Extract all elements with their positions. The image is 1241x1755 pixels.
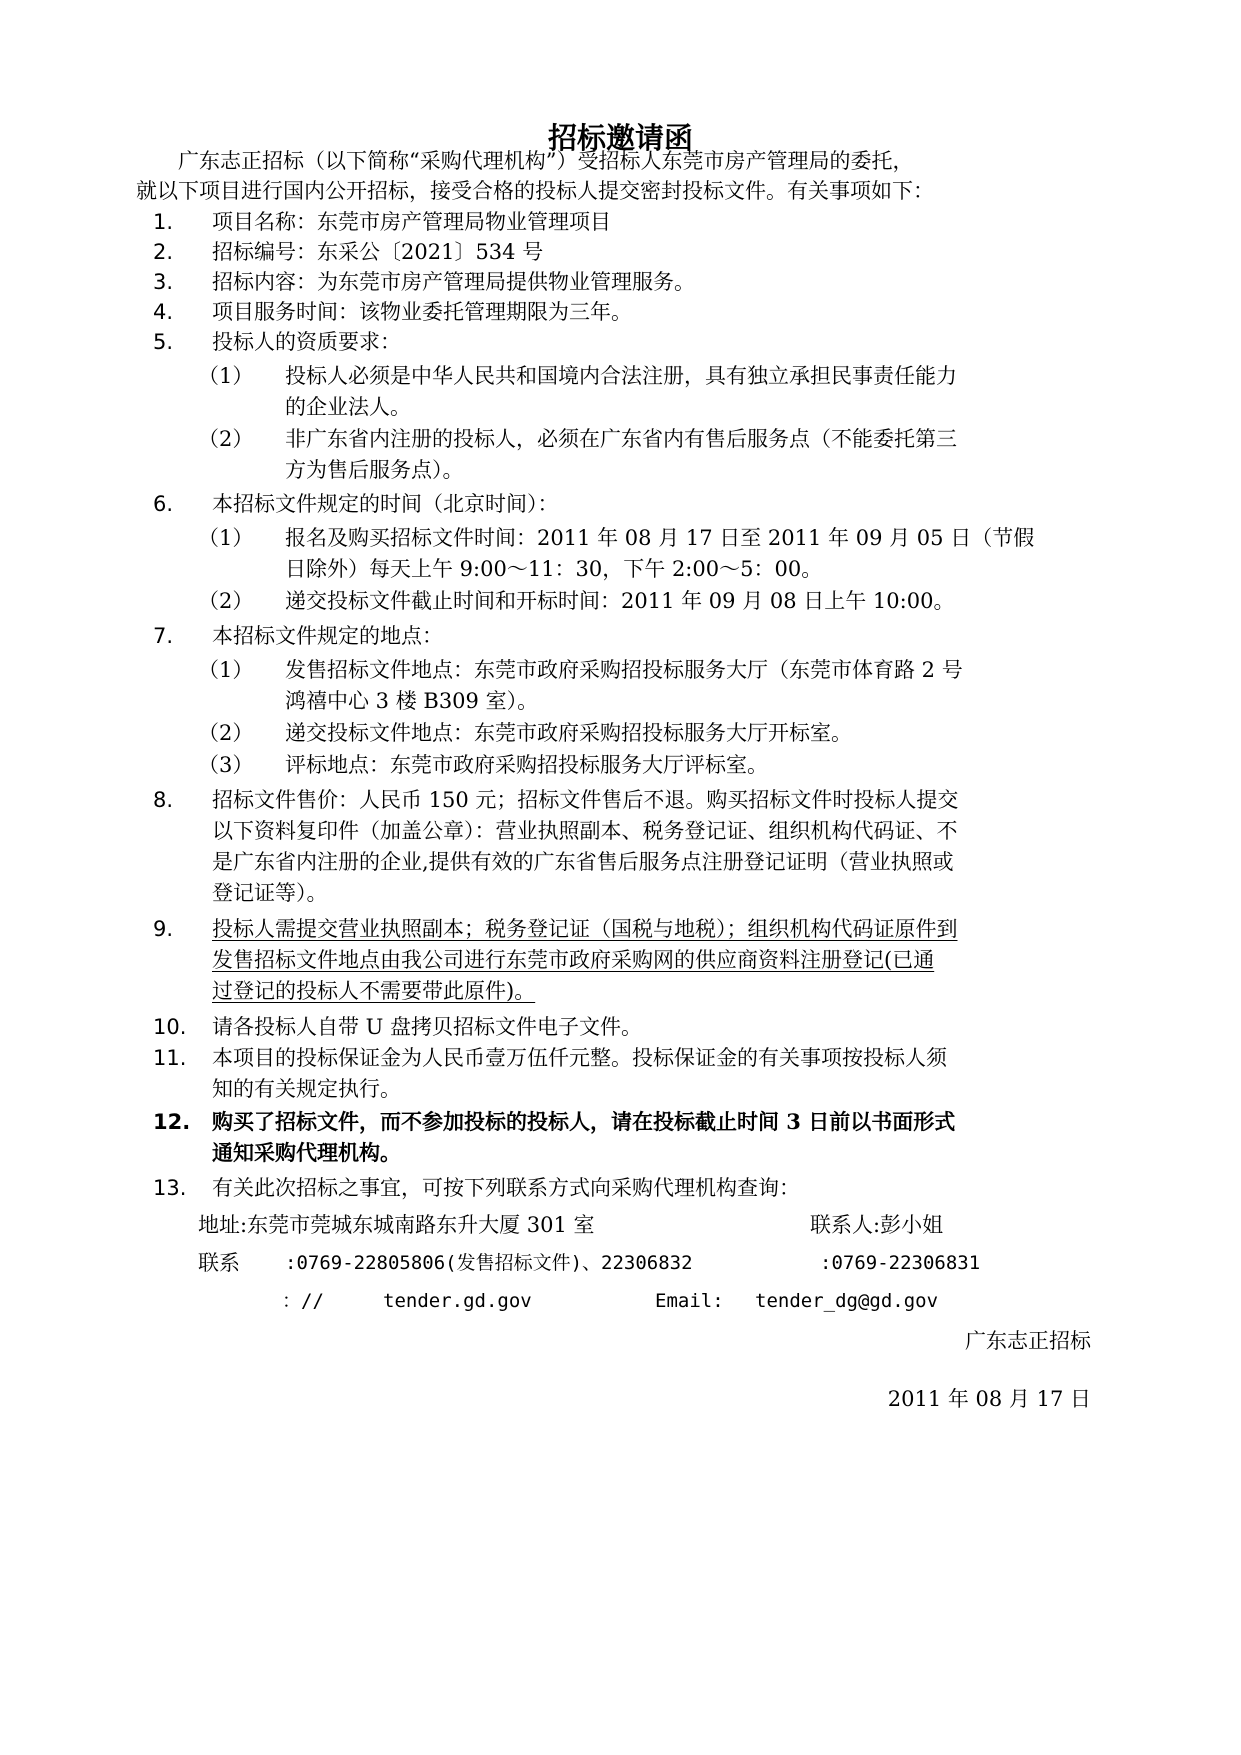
email-address: tender_dg@gd.gov <box>755 1290 939 1312</box>
item-text-underlined: 投标人需提交营业执照副本；税务登记证（国税与地税）；组织机构代码证原件到 <box>212 917 958 941</box>
sub-item-text: 非广东省内注册的投标人，必须在广东省内有售后服务点（不能委托第三 <box>285 427 957 451</box>
item-text: 项目名称：东莞市房产管理局物业管理项目 <box>212 210 611 234</box>
item-text: 请各投标人自带 U 盘拷贝招标文件电子文件。 <box>212 1015 643 1039</box>
sub-item-number: （3） <box>198 753 254 777</box>
signature-date: 2011 年 08 月 17 日 <box>887 1387 1091 1411</box>
item-number: 11. <box>153 1046 187 1070</box>
sub-item-text: 投标人必须是中华人民共和国境内合法注册，具有独立承担民事责任能力 <box>285 364 957 388</box>
sub-item-number: （2） <box>198 589 254 613</box>
item-text: 本项目的投标保证金为人民币壹万伍仟元整。投标保证金的有关事项按投标人须 <box>212 1046 947 1070</box>
sub-item-number: （2） <box>198 721 254 745</box>
item-text-bold: 通知采购代理机构。 <box>212 1140 401 1165</box>
sub-item-text: 递交投标文件地点：东莞市政府采购招投标服务大厅开标室。 <box>285 721 852 745</box>
sub-item-text: 评标地点：东莞市政府采购招投标服务大厅评标室。 <box>285 753 768 777</box>
item-number: 1. <box>153 210 174 234</box>
contact-address: 地址:东莞市莞城东城南路东升大厦 301 室 <box>198 1213 595 1237</box>
item-text: 招标编号：东采公〔2021〕534 号 <box>212 240 544 264</box>
item-text: 有关此次招标之事宜，可按下列联系方式向采购代理机构查询： <box>212 1176 800 1200</box>
sub-item-number: （1） <box>198 526 254 550</box>
item-text: 是广东省内注册的企业,提供有效的广东省售后服务点注册登记证明（营业执照或 <box>212 850 954 874</box>
sub-item-text: 日除外）每天上午 9:00～11：30，下午 2:00～5：00。 <box>285 557 823 581</box>
item-number: 10. <box>153 1015 187 1039</box>
sub-item-text: 鸿禧中心 3 楼 B309 室）。 <box>285 689 539 713</box>
item-number: 6. <box>153 492 174 516</box>
web-address: tender.gd.gov <box>383 1290 532 1312</box>
signature-org: 广东志正招标 <box>965 1329 1091 1353</box>
item-text: 以下资料复印件（加盖公章）：营业执照副本、税务登记证、组织机构代码证、不 <box>212 819 958 843</box>
item-text-underlined: 过登记的投标人不需要带此原件)。 <box>212 979 536 1003</box>
item-text: 招标内容：为东莞市房产管理局提供物业管理服务。 <box>212 270 695 294</box>
item-number: 9. <box>153 917 174 941</box>
page-title: 招标邀请函 <box>547 121 693 155</box>
sub-item-number: （1） <box>198 658 254 682</box>
sub-item-text: 发售招标文件地点：东莞市政府采购招投标服务大厅（东莞市体育路 2 号 <box>285 658 963 682</box>
item-text: 本招标文件规定的时间（北京时间）： <box>212 492 559 516</box>
web-prefix: ：// <box>282 1290 324 1312</box>
item-number: 13. <box>153 1176 187 1200</box>
item-text: 本招标文件规定的地点： <box>212 624 443 648</box>
phone-label: 联系 <box>198 1251 240 1275</box>
phone-number: :0769-22805806(发售招标文件)、22306832 <box>285 1252 693 1274</box>
item-text-underlined: 发售招标文件地点由我公司进行东莞市政府采购网的供应商资料注册登记(已通 <box>212 948 935 972</box>
item-text: 项目服务时间：该物业委托管理期限为三年。 <box>212 300 632 324</box>
item-text: 投标人的资质要求： <box>212 330 401 354</box>
item-number: 3. <box>153 270 174 294</box>
fax-number: :0769-22306831 <box>820 1252 981 1274</box>
intro-line: 广东志正招标（以下简称“采购代理机构”）受招标人东莞市房产管理局的委托， <box>178 149 914 173</box>
item-number: 7. <box>153 624 174 648</box>
sub-item-number: （1） <box>198 364 254 388</box>
item-number: 5. <box>153 330 174 354</box>
item-text: 招标文件售价：人民币 150 元；招标文件售后不退。购买招标文件时投标人提交 <box>212 788 959 812</box>
item-number: 12. <box>153 1110 191 1134</box>
item-text: 登记证等）。 <box>212 881 328 905</box>
sub-item-text: 的企业法人。 <box>285 395 411 419</box>
contact-person: 联系人:彭小姐 <box>810 1213 944 1237</box>
sub-item-text: 递交投标文件截止时间和开标时间：2011 年 09 月 08 日上午 10:00。 <box>285 589 955 613</box>
item-number: 8. <box>153 788 174 812</box>
sub-item-text: 报名及购买招标文件时间：2011 年 08 月 17 日至 2011 年 09 月 05 日（节假 <box>285 526 1035 550</box>
item-text: 知的有关规定执行。 <box>212 1077 401 1101</box>
sub-item-number: （2） <box>198 427 254 451</box>
sub-item-text: 方为售后服务点）。 <box>285 458 464 482</box>
item-text-bold: 购买了招标文件，而不参加投标的投标人，请在投标截止时间 3 日前以书面形式 <box>212 1109 956 1134</box>
item-number: 2. <box>153 240 174 264</box>
item-number: 4. <box>153 300 174 324</box>
intro-line: 就以下项目进行国内公开招标，接受合格的投标人提交密封投标文件。有关事项如下： <box>136 179 934 203</box>
email-label: Email: <box>655 1290 724 1312</box>
